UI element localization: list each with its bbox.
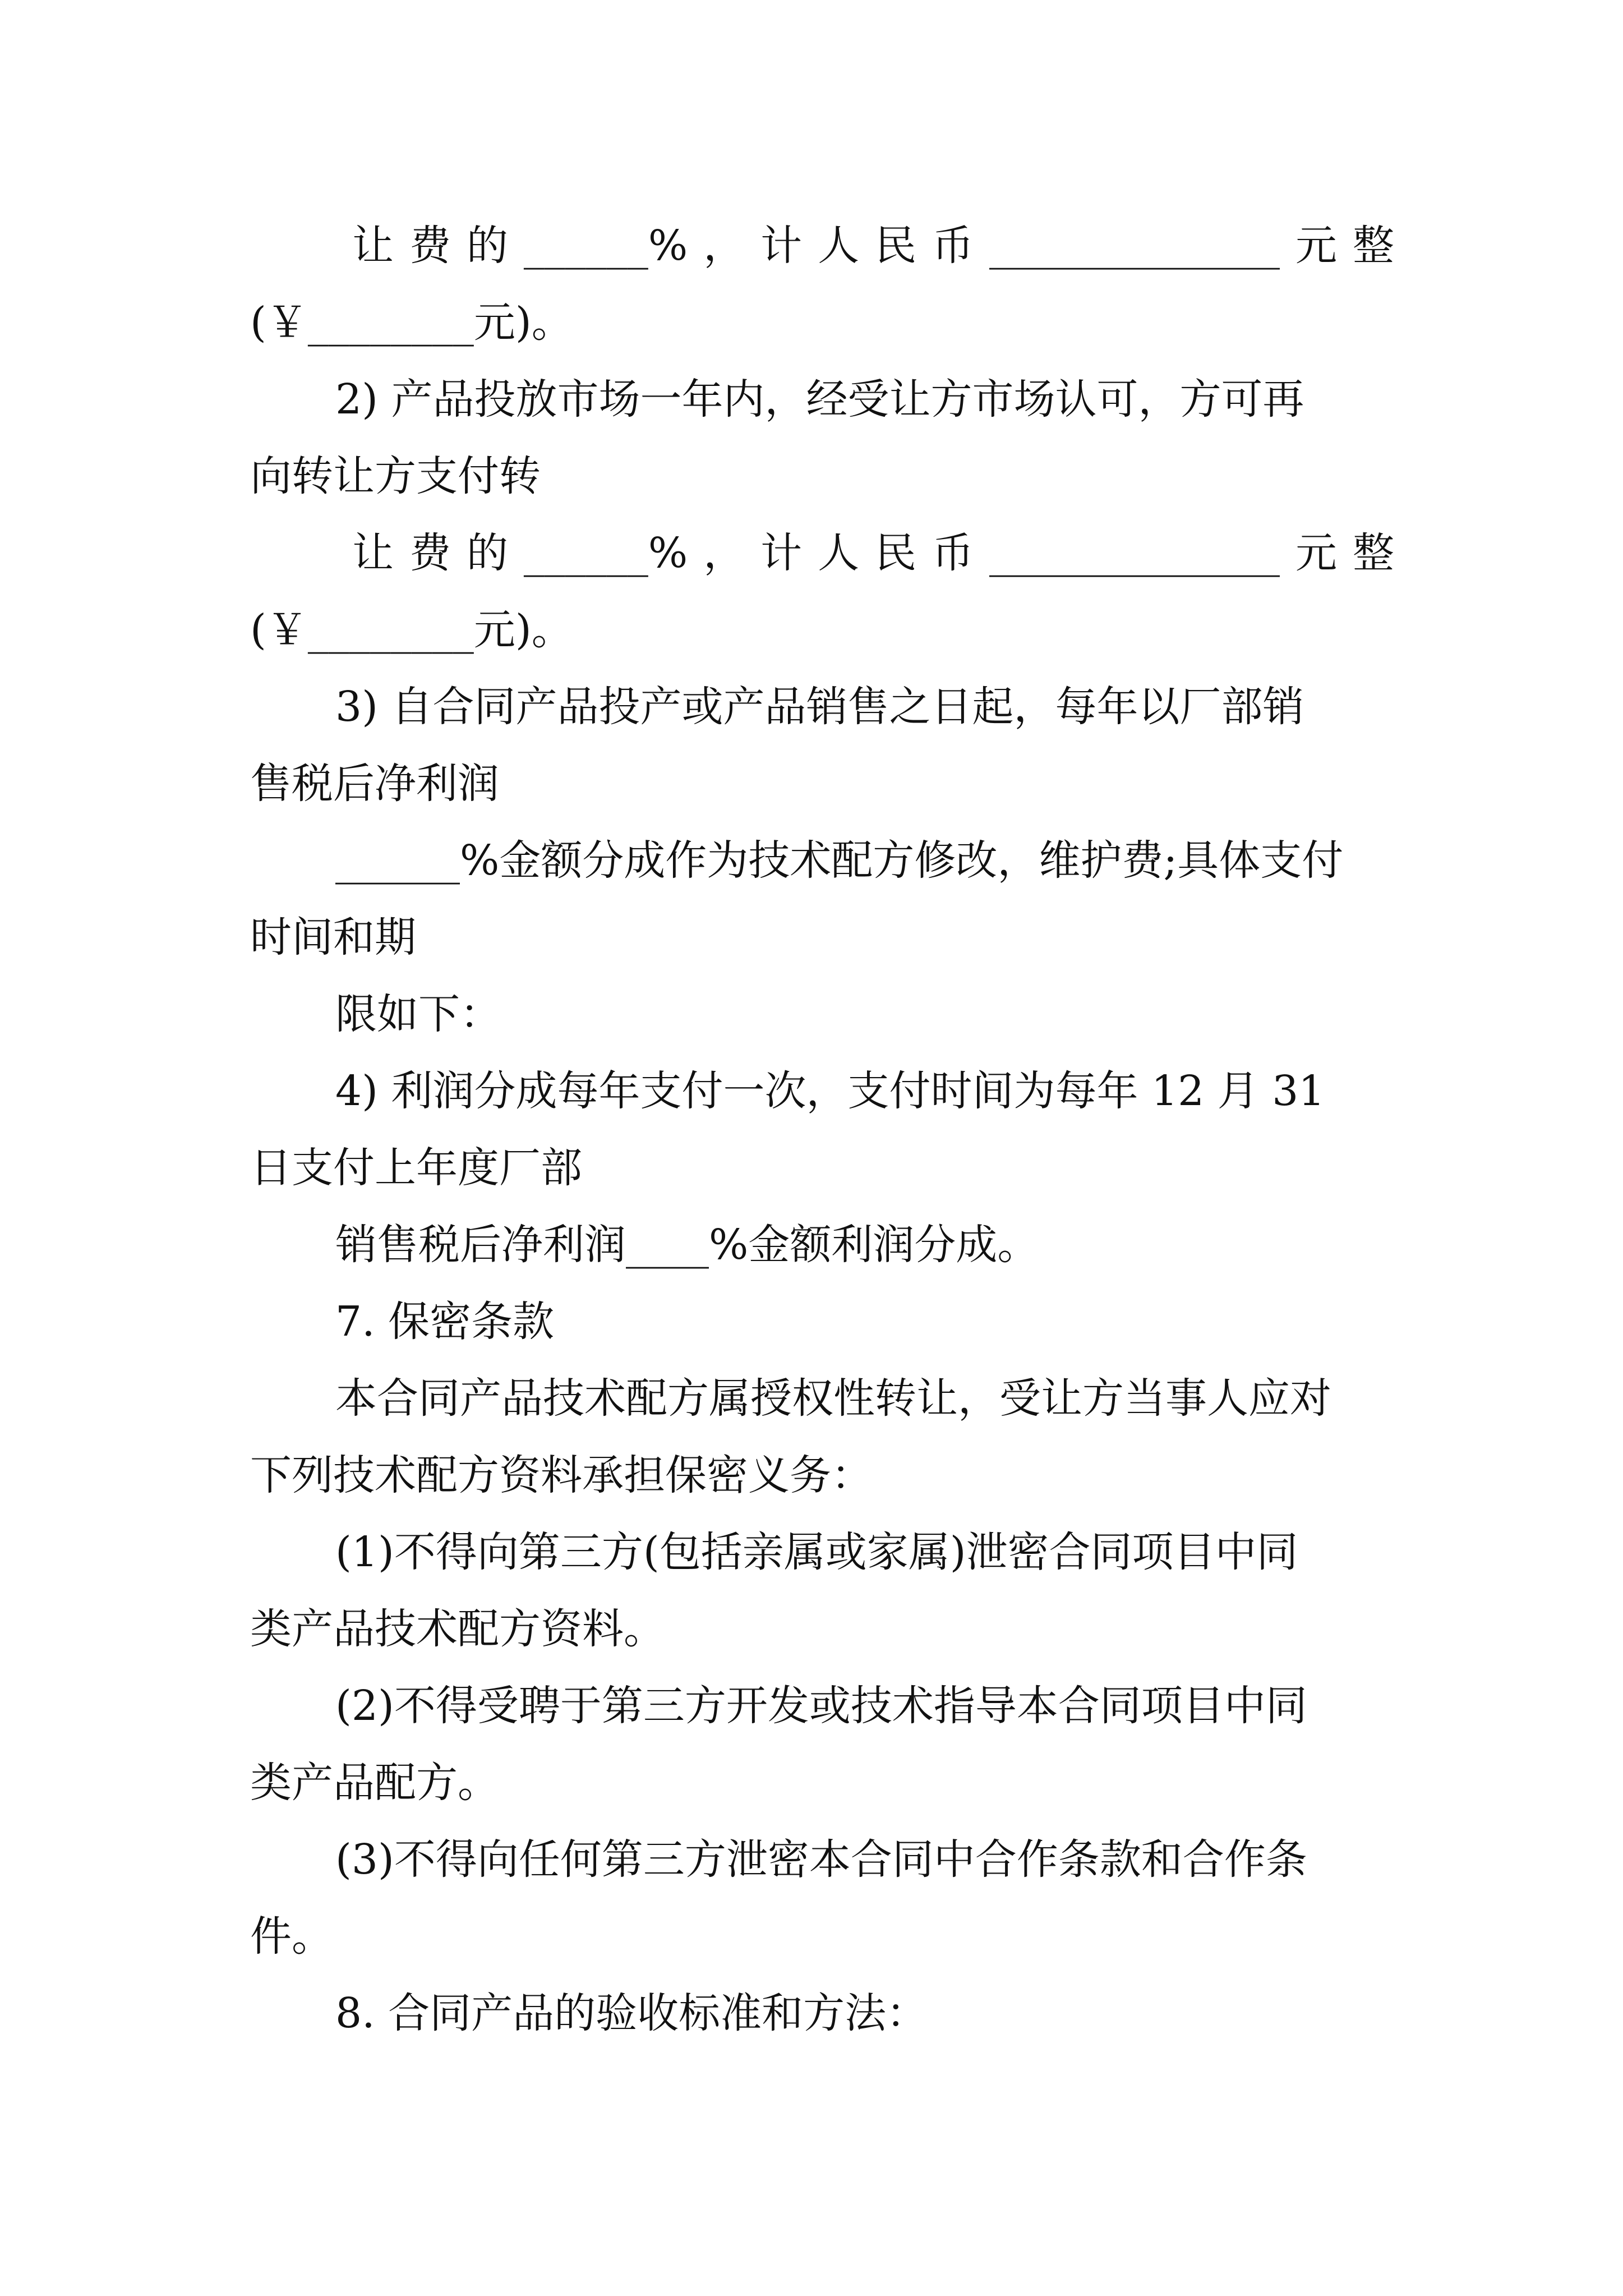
text-line: (1)不得向第三方(包括亲属或家属)泄密合同项目中同	[335, 1528, 1298, 1576]
text-fragment: ，	[703, 529, 745, 577]
text-fragment: 人	[818, 222, 860, 270]
text-line: 日支付上年度厂部	[250, 1144, 582, 1192]
text-line: 4) 利润分成每年支付一次，支付时间为每年 12 月 31	[335, 1067, 1325, 1115]
text-fragment: 让	[352, 222, 394, 270]
section-heading: 8. 合同产品的验收标准和方法：	[335, 1989, 928, 2037]
text-fragment: 计	[760, 529, 803, 577]
text-line: 类产品配方。	[250, 1759, 499, 1807]
text-fragment: 民	[875, 529, 917, 577]
text-line: 类产品技术配方资料。	[250, 1605, 665, 1653]
amount-blank: ______________	[989, 222, 1280, 270]
text-fragment: 让	[352, 529, 394, 577]
text-fragment: 整	[1352, 222, 1394, 270]
text-fragment: 费	[409, 529, 451, 577]
text-line: 售税后净利润	[250, 760, 499, 808]
text-line: 向转让方支付转	[250, 452, 541, 500]
text-fragment: 整	[1352, 529, 1394, 577]
text-fragment: 的	[466, 222, 508, 270]
percent-blank: ______%	[523, 222, 688, 270]
text-fragment: 民	[875, 222, 917, 270]
text-fragment: 币	[932, 529, 974, 577]
fee-line-2	[352, 525, 1394, 581]
text-line: 3) 自合同产品投产或产品销售之日起，每年以厂部销	[335, 683, 1304, 731]
text-line: 限如下：	[335, 990, 501, 1038]
text-fragment: ，	[703, 222, 745, 270]
percent-blank: ______%	[523, 529, 688, 577]
text-line: 下列技术配方资料承担保密义务：	[250, 1451, 873, 1499]
fee-line-1	[352, 218, 1394, 274]
text-line: 件。	[250, 1912, 333, 1961]
section-heading: 7. 保密条款	[335, 1297, 555, 1346]
text-fragment: 人	[818, 529, 860, 577]
text-line: 2) 产品投放市场一年内，经受让方市场认可，方可再	[335, 375, 1304, 424]
text-fragment: 计	[760, 222, 803, 270]
text-fragment: 币	[932, 222, 974, 270]
text-line: 销售税后净利润____%金额利润分成。	[335, 1221, 1039, 1269]
text-line: 时间和期	[250, 913, 416, 961]
text-line: (3)不得向任何第三方泄密本合同中合作条款和合作条	[335, 1835, 1307, 1884]
text-line: (￥________元)。	[250, 606, 573, 654]
text-line: 本合同产品技术配方属授权性转让，受让方当事人应对	[335, 1374, 1331, 1423]
amount-blank: ______________	[989, 529, 1280, 577]
text-line: (2)不得受聘于第三方开发或技术指导本合同项目中同	[335, 1682, 1307, 1730]
text-line: ______%金额分成作为技术配方修改，维护费;具体支付	[335, 836, 1344, 885]
text-fragment: 的	[466, 529, 508, 577]
text-fragment: 元	[1295, 222, 1338, 270]
text-fragment: 费	[409, 222, 451, 270]
text-fragment: 元	[1295, 529, 1338, 577]
text-line: (￥________元)。	[250, 298, 573, 347]
